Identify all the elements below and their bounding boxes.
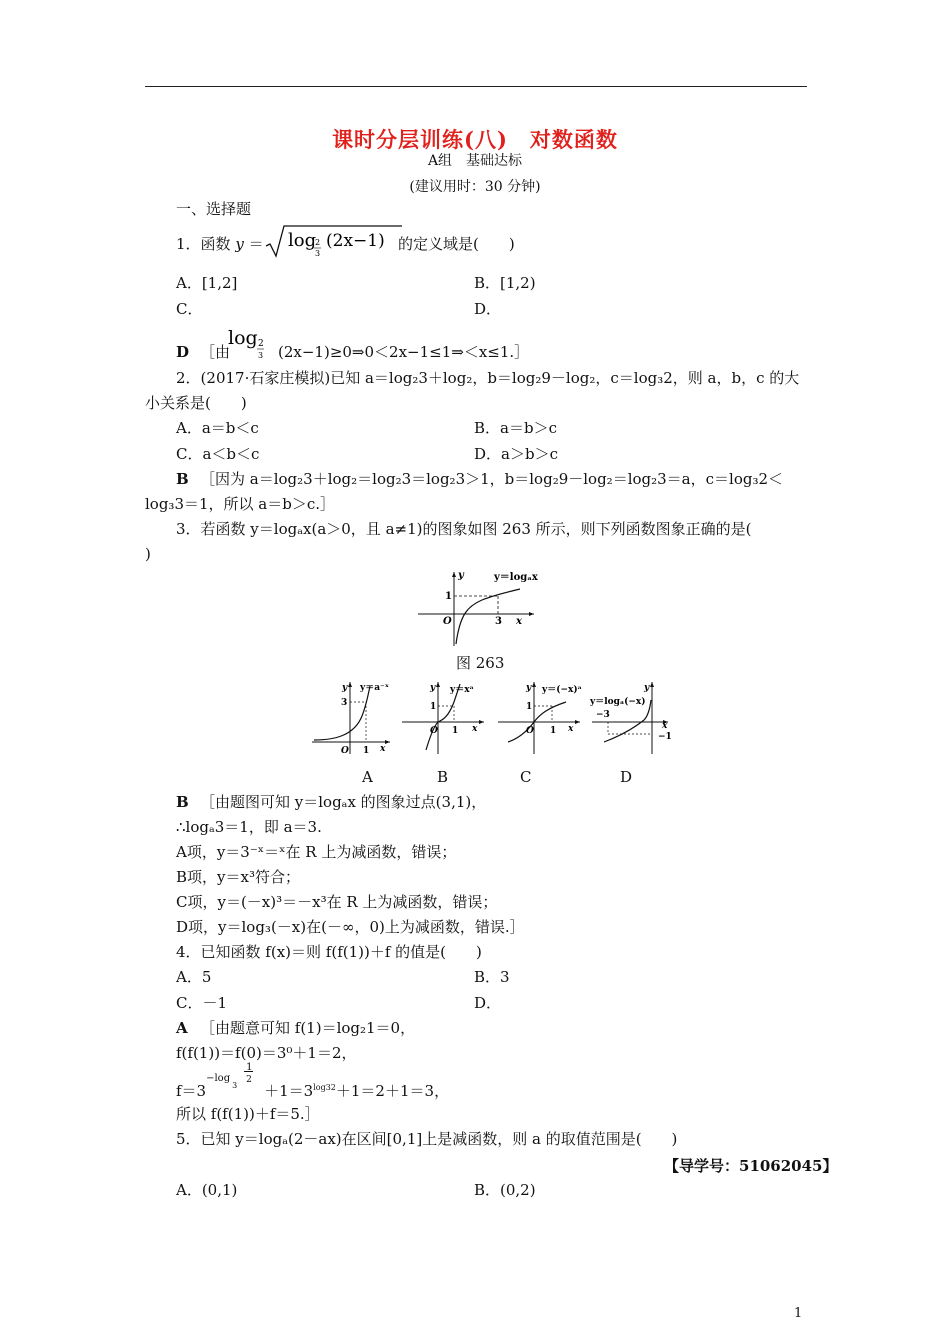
q4-ans3-exponent	[206, 1062, 264, 1098]
figure-263-graph	[410, 566, 540, 648]
q1-prefix	[176, 234, 264, 254]
graph-c-y: y	[526, 683, 532, 693]
q4-ans3-exp-sub: 3	[232, 1081, 238, 1090]
page-number: 1	[794, 1306, 803, 1321]
suggested-time: (建议用时：30 分钟)	[409, 179, 541, 195]
graph-a-y: y	[342, 683, 348, 693]
graph-c-x: x	[568, 724, 574, 734]
q1-eq: ＝	[248, 235, 264, 253]
q1-answer-sub-num: 2	[258, 339, 264, 349]
graph-a-func: y＝a⁻ˣ	[360, 683, 390, 693]
q3-stem-line2: )	[145, 545, 151, 563]
q3-graph-d	[590, 678, 680, 758]
q4-ans3-frac-num: 1	[246, 1062, 253, 1073]
q2-option-d: D．a＞b＞c	[474, 445, 558, 463]
group-label: A组 基础达标	[427, 153, 523, 169]
graph-c-func: y＝(−x)ᵃ	[542, 685, 582, 695]
q4-stem: 4．已知函数 f(x)＝则 f(f(1))＋f 的值是( )	[176, 943, 482, 961]
q4-ans3-post: ＋1＝3	[264, 1082, 314, 1100]
q4-ans3-exp2: log32	[313, 1083, 336, 1092]
q1-answer-rest: (2x−1)≥0⇒0＜2x−1≤1⇒＜x≤1.］	[278, 343, 530, 361]
q1-var: y	[235, 235, 244, 253]
graph-a-tick-x: 1	[363, 746, 370, 756]
q4-answer-line4: 所以 f(f(1))＋f＝5.］	[176, 1105, 320, 1123]
q3-answer-line5: C项，y＝(－x)³＝－x³在 R 上为减函数，错误；	[176, 893, 498, 911]
q3-answer-line3: A项，y＝3⁻ˣ＝ˣ在 R 上为减函数，错误；	[176, 843, 457, 861]
q1-sqrt-expression	[264, 222, 404, 260]
fig263-func-label: y＝logₐx	[494, 572, 538, 583]
q1-option-c: C．	[176, 300, 203, 318]
graph-b-origin: O	[430, 726, 438, 736]
q3-answer-line6: D项，y＝log₃(－x)在(－∞，0)上为减函数，错误.］	[176, 918, 525, 936]
graph-d-y: y	[644, 683, 650, 693]
graph-c-tick-x: 1	[550, 726, 557, 736]
graph-c-tick-y: 1	[526, 702, 533, 712]
graph-label-a: A	[362, 768, 373, 786]
section-heading: 一、选择题	[176, 200, 252, 218]
graph-d-tick-y: −1	[658, 732, 672, 742]
q4-option-c: C．－1	[176, 994, 228, 1012]
q1-option-a: A．[1,2]	[176, 274, 238, 292]
q4-answer-line2: f(f(1))＝f(0)＝3⁰＋1＝2，	[176, 1044, 357, 1062]
q4-option-b: B．3	[474, 968, 510, 986]
fig263-origin: O	[443, 616, 452, 627]
q1-sub-num: 2	[315, 238, 321, 247]
q3-answer-letter: B	[176, 793, 189, 811]
fig263-y-label: y	[458, 570, 464, 581]
q4-answer-letter: A	[176, 1019, 188, 1037]
q3-answer-line4: B项，y＝x³符合；	[176, 868, 300, 886]
graph-label-b: B	[437, 768, 449, 786]
q5-option-b: B．(0,2)	[474, 1181, 536, 1199]
graph-c-origin: O	[526, 726, 534, 736]
q2-answer-line1: ［因为 a＝log₂3＋log₂＝log₂3＝log₂3＞1，b＝log₂9－log₂＝log₂3＝a，c＝log₃2＜	[200, 470, 784, 488]
q1-sub-den: 3	[315, 249, 321, 258]
page-title: 课时分层训练(八) 对数函数	[332, 127, 618, 152]
graph-b-tick-x: 1	[452, 726, 459, 736]
graph-b-func: y＝xᵃ	[450, 685, 474, 695]
q1-log-text: log	[288, 230, 317, 251]
q3-answer-line1: ［由题图可知 y＝logₐx 的图象过点(3,1)，	[200, 793, 487, 811]
graph-b-y: y	[430, 683, 436, 693]
q1-answer-sub-den: 3	[258, 351, 264, 360]
q2-option-c: C．a＜b＜c	[176, 445, 260, 463]
q1-arg: (2x−1)	[326, 231, 385, 251]
q2-stem-line2: 小关系是( )	[145, 394, 247, 412]
q1-answer-log-text: log	[228, 327, 258, 349]
graph-b-tick-y: 1	[430, 702, 437, 712]
graph-d-func: y＝logₐ(−x)	[590, 697, 646, 707]
q1-prefix-text: 1．函数	[176, 235, 231, 253]
q1-suffix: 的定义域是( )	[398, 235, 515, 253]
q2-option-a: A．a＝b＜c	[176, 419, 259, 437]
q4-option-a: A．5	[176, 968, 212, 986]
graph-label-c: C	[520, 768, 532, 786]
q4-ans3-exp-log: −log	[206, 1073, 231, 1084]
q5-daoxue-number: 【导学号：51062045】	[664, 1157, 838, 1175]
q4-ans3-pre: f＝3	[176, 1082, 207, 1100]
q4-ans3-frac-den: 2	[246, 1075, 252, 1085]
q1-answer-log	[226, 322, 276, 362]
q4-answer-line1: ［由题意可知 f(1)＝log₂1＝0，	[200, 1019, 416, 1037]
figure-263-caption: 图 263	[456, 654, 505, 672]
graph-label-d: D	[620, 768, 633, 786]
graph-b-x: x	[472, 724, 478, 734]
graph-a-tick-y: 3	[341, 698, 348, 708]
q3-stem-line1: 3．若函数 y＝logₐx(a＞0，且 a≠1)的图象如图 263 所示，则下列函数图象正确的是(	[176, 520, 752, 538]
q2-stem-line1: 2．(2017·石家庄模拟)已知 a＝log₂3＋log₂，b＝log₂9－log₂，c＝log₃2，则 a，b，c 的大	[176, 369, 800, 387]
q4-option-d: D．	[474, 994, 502, 1012]
graph-a-x: x	[380, 744, 386, 754]
q4-answer-line3	[176, 1062, 450, 1101]
fig263-x-label: x	[516, 616, 522, 627]
q2-answer-line2: log₃3＝1，所以 a＝b＞c.］	[145, 495, 336, 513]
graph-a-origin: O	[341, 746, 349, 756]
q2-answer-letter: B	[176, 470, 189, 488]
q5-stem: 5．已知 y＝logₐ(2－ax)在区间[0,1]上是减函数，则 a 的取值范围是( )	[176, 1130, 678, 1148]
q3-answer-line2: ∴logₐ3＝1，即 a＝3.	[176, 818, 322, 836]
q3-graph-a	[310, 678, 394, 758]
q3-graph-c	[496, 678, 586, 758]
q5-option-a: A．(0,1)	[176, 1181, 238, 1199]
graph-d-x: x	[662, 721, 668, 731]
q4-ans3-end: ＋1＝2＋1＝3，	[335, 1082, 450, 1100]
q3-graph-b	[400, 678, 486, 758]
q1-option-b: B．[1,2)	[474, 274, 536, 292]
fig263-tick-3: 3	[495, 616, 502, 627]
header-rule	[145, 86, 807, 87]
q2-option-b: B．a＝b＞c	[474, 419, 557, 437]
q1-answer-letter: D	[176, 343, 190, 361]
q1-answer-pre: ［由	[200, 343, 231, 361]
q1-option-d: D．	[474, 300, 502, 318]
graph-d-tick-x: −3	[596, 710, 610, 720]
fig263-tick-1: 1	[445, 591, 452, 602]
